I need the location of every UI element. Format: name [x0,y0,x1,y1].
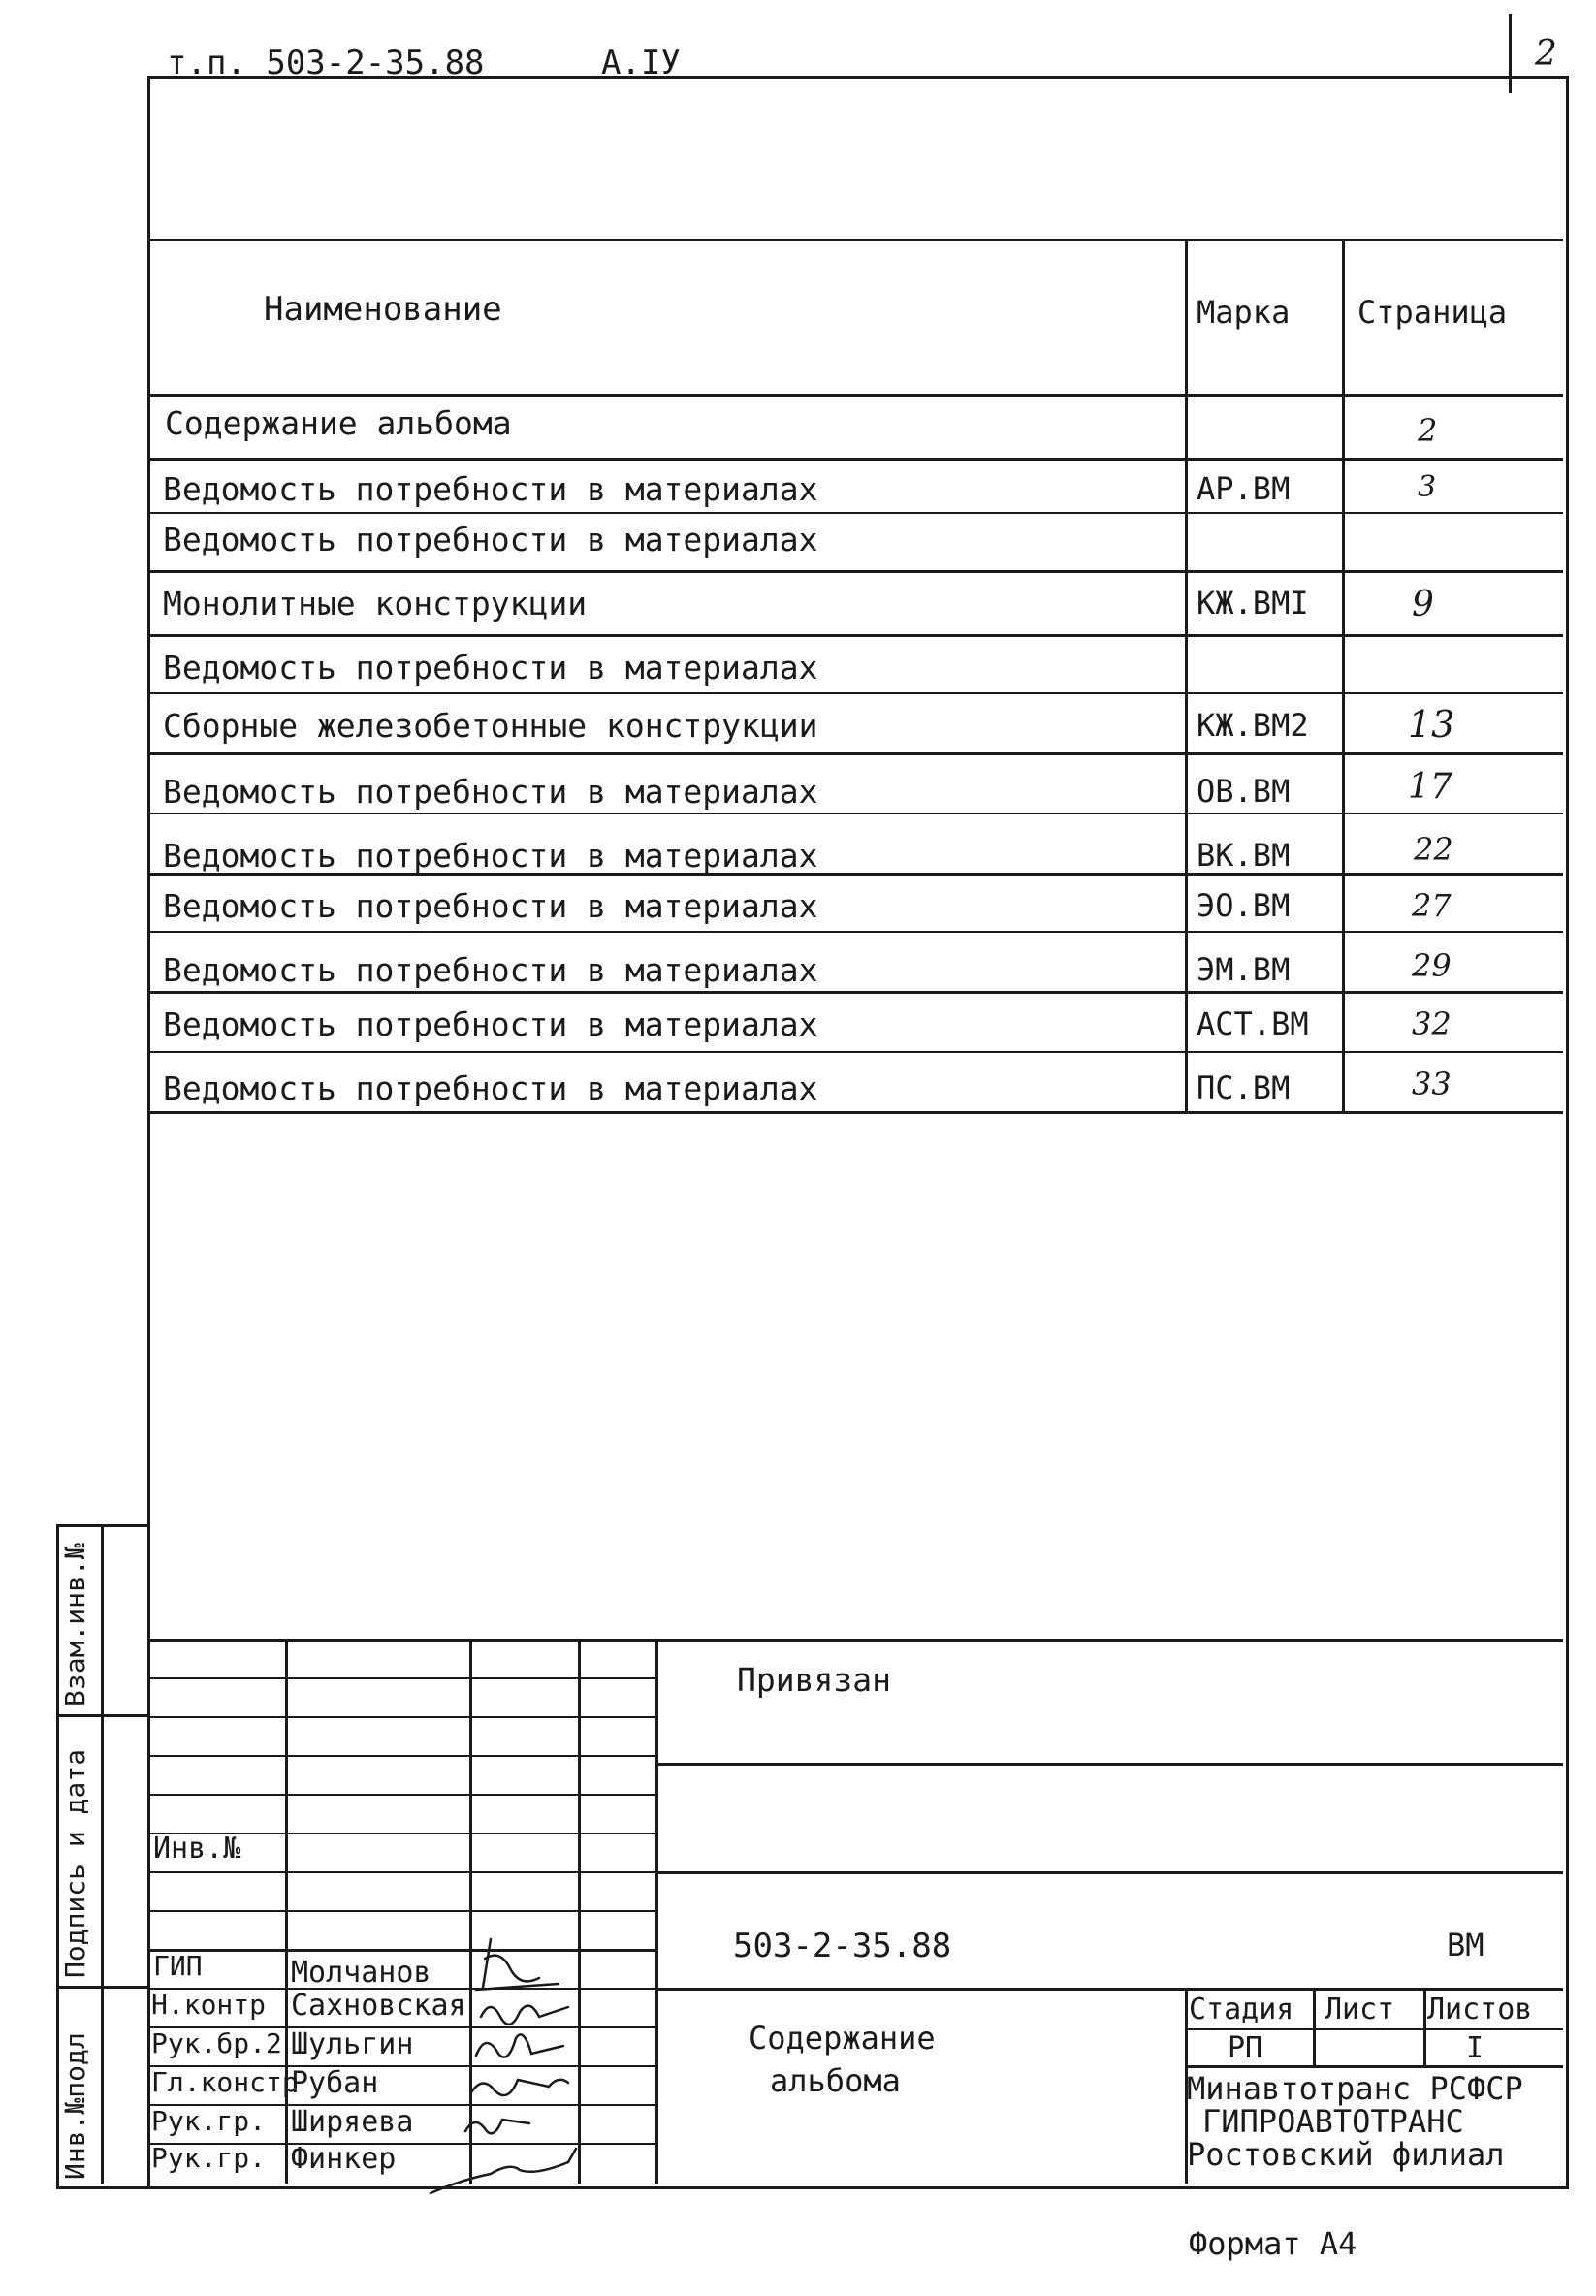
stamp-grid-line [655,1639,658,2184]
staff-role: Гл.констр [151,2066,299,2098]
row-line [147,570,1563,573]
row-mark: КЖ.ВМ2 [1197,707,1309,744]
row-name: Ведомость потребности в материалах [163,1005,818,1043]
stamp-document-mark: ВМ [1447,1927,1484,1963]
staff-name: Рубан [291,2066,379,2100]
row-line [147,813,1563,814]
side-strip-divider [101,1524,104,2184]
row-mark: ВК.ВМ [1197,837,1291,874]
stamp-stage-line [1313,1988,1316,2065]
row-page: 3 [1418,470,1437,504]
row-line [147,931,1563,933]
stamp-sheets-label: Листов [1427,1993,1533,2026]
row-line [147,634,1563,637]
stamp-grid-row [147,1871,655,1873]
row-line [147,752,1563,755]
stamp-attached-label: Привязан [737,1661,891,1699]
row-mark: ПС.ВМ [1197,1069,1291,1106]
row-name: Ведомость потребности в материалах [163,649,818,686]
staff-name: Финкер [291,2142,397,2176]
staff-role: ГИП [153,1950,203,1982]
signatures-graphic [423,1920,597,2201]
row-name: Ведомость потребности в материалах [163,887,818,925]
staff-role: Н.контр [151,1989,267,2021]
stamp-sheets-value: I [1466,2031,1484,2065]
table-header-bottom [147,394,1563,397]
row-mark: ОВ.ВМ [1197,773,1291,810]
stamp-stage-label: Стадия [1189,1993,1294,2026]
stamp-stage-value: РП [1228,2031,1263,2065]
page-column-line [1342,239,1345,1111]
staff-role: Рук.бр.2 [151,2027,282,2059]
stamp-right-line [655,1988,1563,1991]
row-mark: АСТ.ВМ [1197,1005,1309,1042]
stamp-org-line2: ГИПРОАВТОТРАНС [1202,2103,1464,2140]
row-name: Сборные железобетонные конструкции [163,707,818,745]
side-strip-line [56,1986,147,1989]
row-name: Ведомость потребности в материалах [163,773,818,811]
staff-name: Шульгин [291,2027,414,2061]
staff-role: Рук.гр. [151,2105,267,2137]
row-mark: КЖ.ВМI [1197,585,1309,622]
row-mark: АР.ВМ [1197,470,1291,507]
stamp-inv-no-label: Инв.№ [153,1832,241,1866]
side-label-inv-original: Инв.№подл [59,2032,91,2180]
row-line [147,458,1563,461]
stamp-grid-row [147,1716,655,1718]
row-page: 9 [1412,585,1434,624]
row-name: Содержание альбома [165,404,512,442]
row-name: Ведомость потребности в материалах [163,470,818,508]
stamp-right-line [655,1763,1563,1766]
staff-name: Молчанов [291,1956,431,1990]
row-line [147,1051,1563,1053]
stamp-grid-row [147,1794,655,1796]
row-line [147,991,1563,994]
table-top-line [147,239,1563,241]
row-mark: ЭО.ВМ [1197,887,1291,924]
paper-format-label: Формат А4 [1189,2225,1357,2262]
sheet-number: 2 [1535,34,1557,74]
stamp-title-line2: альбома [770,2062,901,2099]
stamp-org-line3: Ростовский филиал [1187,2136,1505,2173]
stamp-stage-line [1185,2028,1563,2030]
row-name: Ведомость потребности в материалах [163,951,818,989]
side-label-signature-date: Подпись и дата [59,1748,91,1978]
row-page: 32 [1412,1005,1452,1042]
stamp-grid-row [147,1755,655,1757]
album-number: А.IУ [601,44,681,82]
stamp-grid-row [147,1910,655,1912]
row-mark: ЭМ.ВМ [1197,951,1291,988]
stamp-right-line [655,1871,1563,1874]
row-name: Ведомость потребности в материалах [163,521,818,558]
column-header-name: Наименование [264,290,502,329]
row-line [147,512,1563,514]
mark-column-line [1185,239,1188,1111]
row-page: 17 [1408,767,1452,807]
row-name: Ведомость потребности в материалах [163,1069,818,1107]
stamp-title-line1: Содержание [749,2020,936,2057]
staff-name: Сахновская [291,1989,466,2023]
row-name: Ведомость потребности в материалах [163,837,818,875]
stamp-stage-line [1423,1988,1426,2065]
table-bottom-line [147,1111,1563,1114]
row-page: 27 [1412,887,1452,924]
stamp-grid-row [147,1677,655,1679]
stamp-org-line1: Минавтотранс РСФСР [1187,2070,1523,2107]
stamp-sheet-label: Лист [1325,1993,1395,2026]
row-page: 33 [1412,1066,1452,1102]
row-page: 13 [1408,703,1455,746]
staff-role: Рук.гр. [151,2142,267,2174]
side-label-replacement: Взам.инв.№ [59,1543,91,1706]
row-page: 29 [1412,947,1452,984]
document-code-header: т.п. 503-2-35.88 [167,44,485,82]
column-header-page: Страница [1357,294,1508,331]
column-header-mark: Марка [1197,294,1291,331]
stamp-document-code: 503-2-35.88 [733,1927,952,1965]
row-line [147,692,1563,694]
side-strip-line [56,1714,147,1717]
row-page: 2 [1418,412,1438,449]
staff-name: Ширяева [291,2105,414,2139]
row-name: Монолитные конструкции [163,585,588,622]
stamp-stage-line [1185,2065,1563,2068]
stamp-top-line [147,1639,1563,1642]
row-page: 22 [1414,831,1453,868]
